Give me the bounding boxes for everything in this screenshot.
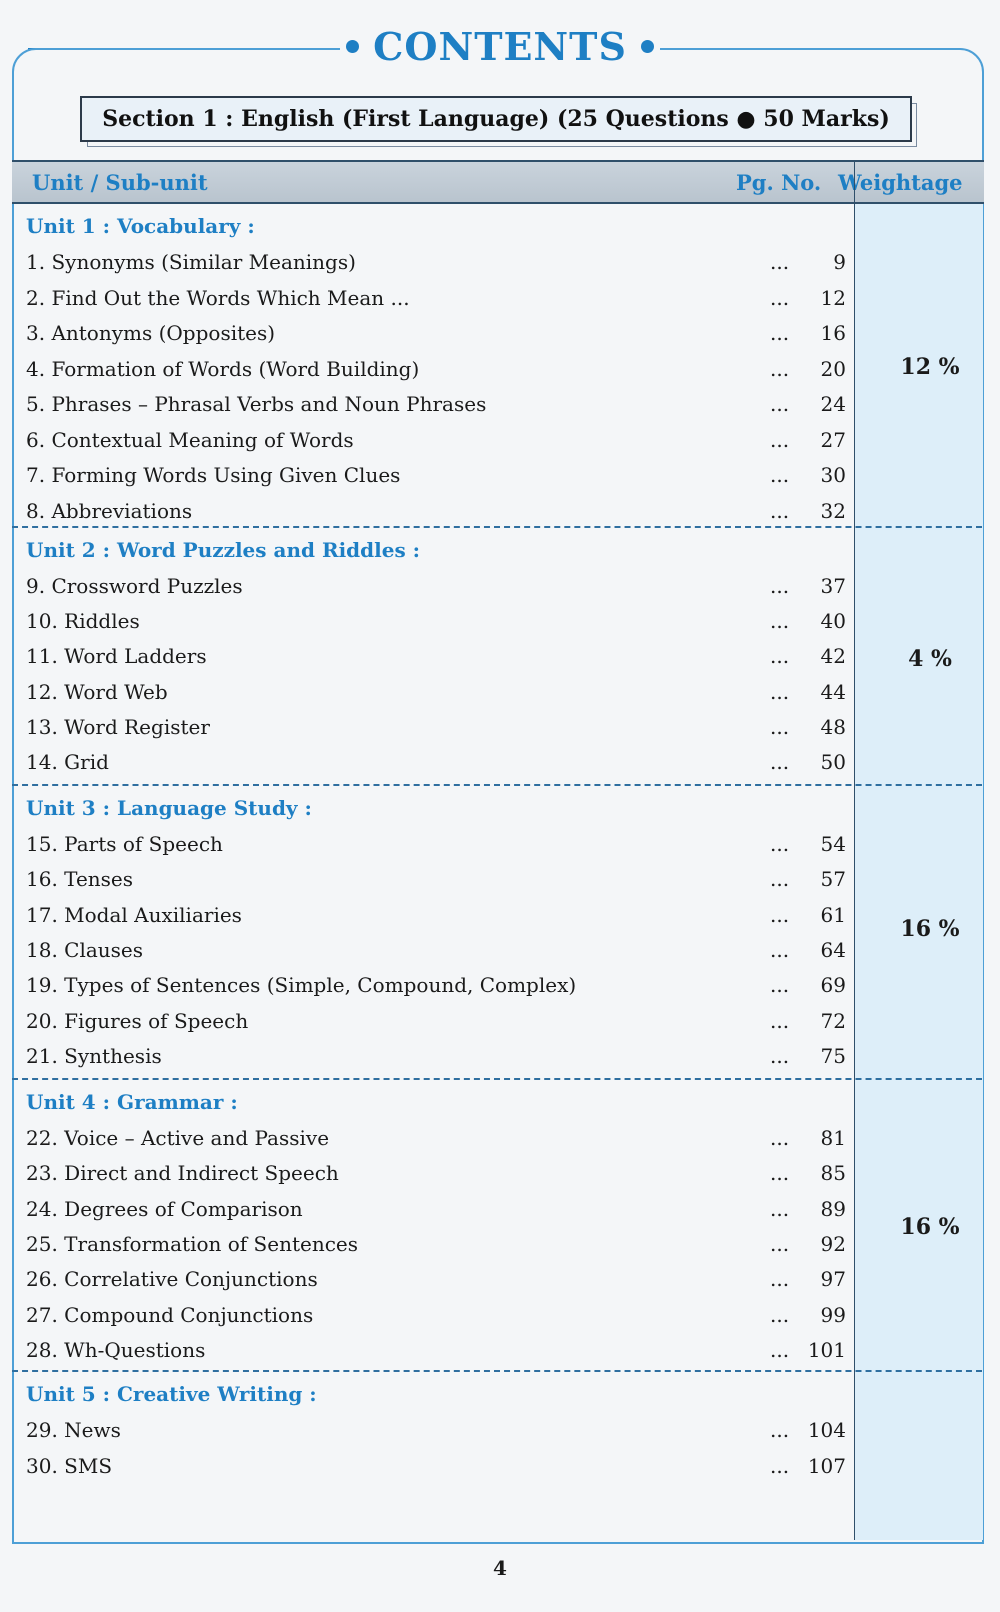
item-label: 12. Word Web	[26, 679, 168, 704]
item-label: 20. Figures of Speech	[26, 1008, 249, 1033]
item-page-number: 92	[820, 1231, 846, 1256]
item-label: 7. Forming Words Using Given Clues	[26, 463, 401, 487]
list-item	[26, 936, 846, 970]
page-number: 4	[493, 1556, 507, 1580]
item-label: 14. Grid	[26, 750, 109, 774]
item-page-number: 24	[820, 392, 846, 416]
header-divider	[854, 160, 855, 204]
item-page-number: 16	[820, 321, 846, 345]
list-item	[26, 713, 846, 747]
unit-weightage: 4 %	[908, 646, 952, 672]
list-item	[26, 1230, 846, 1264]
leader-dots: ...	[770, 574, 790, 598]
unit-weightage: 16 %	[900, 1214, 960, 1240]
unit-block	[12, 204, 982, 526]
list-item	[26, 971, 846, 1005]
item-label: 17. Modal Auxiliaries	[26, 902, 242, 927]
item-page-number: 20	[820, 356, 846, 381]
item-label: 6. Contextual Meaning of Words	[26, 427, 354, 452]
leader-dots: ...	[770, 498, 790, 523]
item-label: 18. Clauses	[26, 937, 144, 962]
list-item	[26, 461, 846, 495]
header-weightage: Weightage	[838, 170, 963, 195]
list-item	[26, 748, 846, 782]
list-item	[26, 284, 846, 318]
item-page-number: 97	[820, 1267, 846, 1292]
item-page-number: 61	[820, 902, 846, 927]
item-page-number: 104	[807, 1418, 846, 1442]
leader-dots: ...	[770, 902, 790, 927]
leader-dots: ...	[770, 1302, 790, 1327]
leader-dots: ...	[770, 867, 790, 892]
item-page-number: 72	[820, 1008, 846, 1033]
item-page-number: 101	[807, 1337, 846, 1362]
item-page-number: 81	[820, 1126, 846, 1150]
list-item	[26, 426, 846, 460]
item-label: 5. Phrases – Phrasal Verbs and Noun Phrases	[26, 392, 487, 416]
leader-dots: ...	[770, 463, 790, 487]
item-label: 21. Synthesis	[26, 1043, 162, 1068]
item-page-number: 37	[820, 574, 846, 598]
leader-dots: ...	[770, 1267, 790, 1292]
list-item	[26, 248, 846, 282]
item-label: 29. News	[26, 1418, 121, 1442]
unit-block	[12, 526, 982, 786]
item-label: 25. Transformation of Sentences	[26, 1231, 359, 1256]
list-item	[26, 678, 846, 712]
list-item	[26, 865, 846, 899]
unit-block	[12, 784, 982, 1080]
list-item	[26, 1265, 846, 1299]
list-item	[26, 607, 846, 641]
page-title: CONTENTS	[373, 23, 627, 69]
item-page-number: 54	[820, 832, 846, 856]
item-label: 13. Word Register	[26, 714, 210, 739]
list-item	[26, 1336, 846, 1370]
list-item	[26, 355, 846, 389]
item-page-number: 12	[820, 285, 846, 310]
unit-title: Unit 1 : Vocabulary :	[26, 214, 255, 238]
unit-block	[12, 1078, 982, 1372]
list-item	[26, 1195, 846, 1229]
unit-title: Unit 5 : Creative Writing :	[26, 1382, 317, 1406]
leader-dots: ...	[770, 1008, 790, 1033]
list-item	[26, 1159, 846, 1193]
item-label: 24. Degrees of Comparison	[26, 1196, 303, 1221]
list-item	[26, 319, 846, 353]
leader-dots: ...	[770, 644, 790, 669]
item-label: 2. Find Out the Words Which Mean ...	[26, 285, 410, 310]
item-label: 10. Riddles	[26, 609, 140, 634]
leader-dots: ...	[770, 679, 790, 704]
item-label: 22. Voice – Active and Passive	[26, 1126, 330, 1150]
item-label: 1. Synonyms (Similar Meanings)	[26, 250, 356, 274]
item-page-number: 40	[820, 609, 846, 634]
leader-dots: ...	[770, 321, 790, 345]
unit-weightage: 12 %	[900, 354, 960, 380]
list-item	[26, 1301, 846, 1335]
item-label: 26. Correlative Conjunctions	[26, 1267, 318, 1292]
item-page-number: 69	[820, 973, 846, 998]
leader-dots: ...	[770, 1231, 790, 1256]
unit-title: Unit 4 : Grammar :	[26, 1090, 238, 1114]
item-label: 16. Tenses	[26, 867, 134, 892]
header-unit: Unit / Sub-unit	[32, 170, 208, 195]
leader-dots: ...	[770, 1196, 790, 1221]
item-page-number: 32	[820, 498, 846, 523]
item-page-number: 99	[820, 1302, 846, 1327]
item-page-number: 50	[820, 750, 846, 774]
leader-dots: ...	[770, 1043, 790, 1068]
item-label: 8. Abbreviations	[26, 498, 193, 523]
item-label: 19. Types of Sentences (Simple, Compound, Complex)	[26, 973, 577, 998]
unit-weightage: 16 %	[900, 916, 960, 942]
leader-dots: ...	[770, 973, 790, 998]
list-item	[26, 390, 846, 424]
item-page-number: 9	[833, 250, 846, 274]
leader-dots: ...	[770, 427, 790, 452]
item-page-number: 89	[820, 1196, 846, 1221]
list-item	[26, 1042, 846, 1076]
list-item	[26, 1007, 846, 1041]
bullet-icon	[641, 40, 654, 53]
list-item	[26, 1416, 846, 1450]
list-item	[26, 642, 846, 676]
item-label: 3. Antonyms (Opposites)	[26, 321, 276, 345]
table-header	[12, 160, 984, 204]
list-item	[26, 572, 846, 606]
unit-title: Unit 2 : Word Puzzles and Riddles :	[26, 538, 421, 562]
list-item	[26, 901, 846, 935]
item-label: 27. Compound Conjunctions	[26, 1302, 314, 1327]
item-label: 23. Direct and Indirect Speech	[26, 1161, 339, 1186]
unit-title: Unit 3 : Language Study :	[26, 796, 312, 820]
leader-dots: ...	[770, 714, 790, 739]
item-page-number: 107	[807, 1453, 846, 1478]
leader-dots: ...	[770, 356, 790, 381]
leader-dots: ...	[770, 1161, 790, 1186]
unit-block	[12, 1370, 982, 1542]
leader-dots: ...	[770, 937, 790, 962]
leader-dots: ...	[770, 285, 790, 310]
item-page-number: 75	[820, 1043, 846, 1068]
item-page-number: 64	[820, 937, 846, 962]
leader-dots: ...	[770, 1337, 790, 1362]
leader-dots: ...	[770, 609, 790, 634]
leader-dots: ...	[770, 1126, 790, 1150]
leader-dots: ...	[770, 832, 790, 856]
item-page-number: 30	[820, 463, 846, 487]
leader-dots: ...	[770, 750, 790, 774]
section-heading: Section 1 : English (First Language) (25 Questions ● 50 Marks)	[80, 96, 912, 142]
leader-dots: ...	[770, 1418, 790, 1442]
item-label: 15. Parts of Speech	[26, 832, 223, 856]
item-page-number: 44	[820, 679, 846, 704]
bullet-icon	[346, 40, 359, 53]
list-item	[26, 1452, 846, 1486]
header-page-no: Pg. No.	[736, 170, 822, 195]
leader-dots: ...	[770, 1453, 790, 1478]
item-label: 30. SMS	[26, 1453, 113, 1478]
item-page-number: 27	[820, 427, 846, 452]
leader-dots: ...	[770, 250, 790, 274]
item-page-number: 42	[820, 644, 846, 669]
item-page-number: 57	[820, 867, 846, 892]
item-label: 9. Crossword Puzzles	[26, 574, 243, 598]
item-label: 4. Formation of Words (Word Building)	[26, 356, 420, 381]
item-label: 11. Word Ladders	[26, 644, 207, 669]
item-page-number: 48	[820, 714, 846, 739]
item-label: 28. Wh-Questions	[26, 1337, 206, 1362]
leader-dots: ...	[770, 392, 790, 416]
list-item	[26, 1124, 846, 1158]
item-page-number: 85	[820, 1161, 846, 1186]
list-item	[26, 830, 846, 864]
